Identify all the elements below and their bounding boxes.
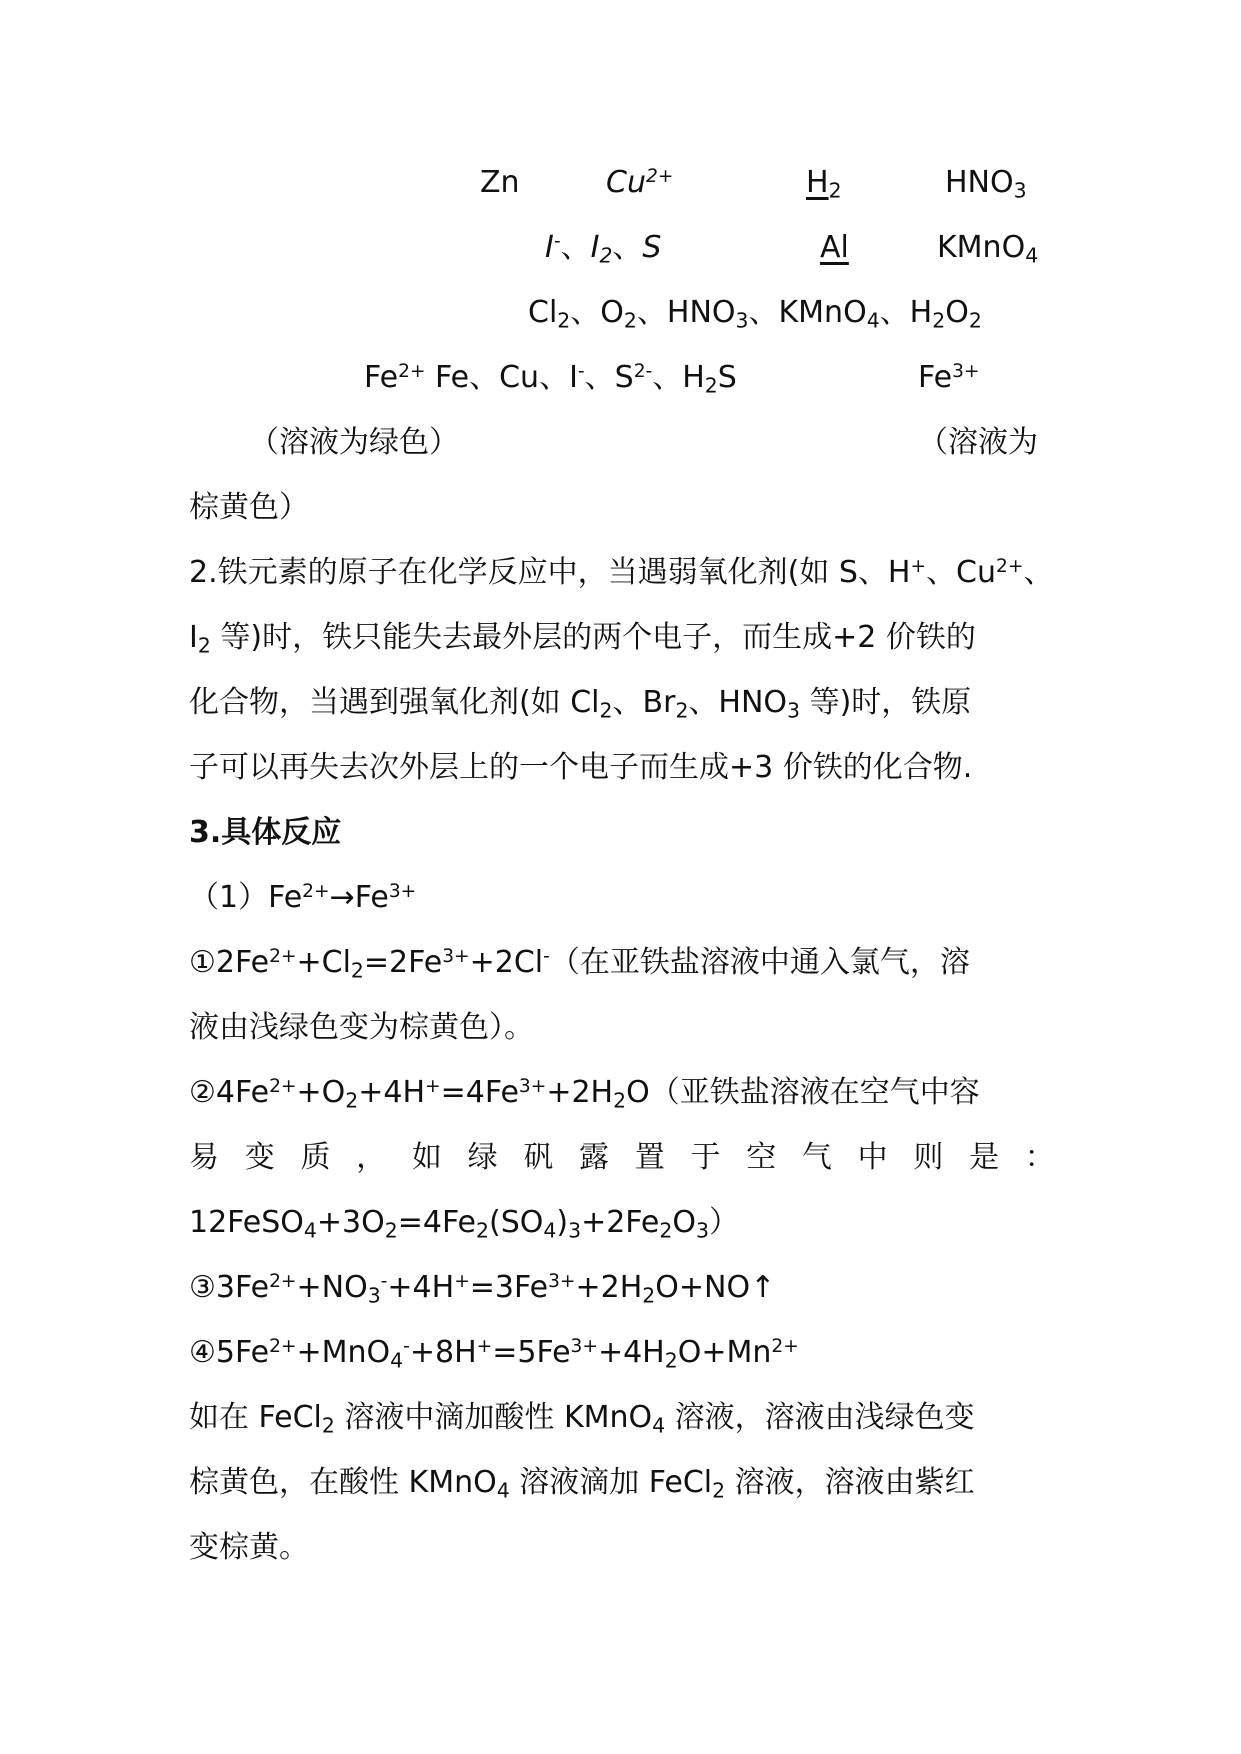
spread-char: ： xyxy=(1024,1140,1055,1175)
paragraph-line1: 如在 FeCl$_2$ 溶液中滴加酸性 KMnO$_4$ 溶液，溶液由浅绿色变 xyxy=(189,1400,975,1438)
paragraph-line2: 棕黄色，在酸性 KMnO$_4$ 溶液滴加 FeCl$_2$ 溶液，溶液由紫红 xyxy=(189,1465,975,1503)
spread-char: 易 xyxy=(189,1140,219,1175)
oxidizer-list: $Cl_2$、$O_2$、$HNO_3$、KMnO$_4$、$H_2O_2$ xyxy=(528,295,982,333)
spread-char: 是 xyxy=(969,1140,1000,1175)
reaction-3: $③3Fe^{2+}+NO_3^-+4H^+=3Fe^{3+}+2H_2O+NO↑$ xyxy=(189,1270,776,1308)
spread-char: ， xyxy=(356,1140,387,1175)
section3-title: 3.具体反应 xyxy=(189,815,342,850)
h2-label: $H_2$ xyxy=(806,165,842,203)
section2-line2: $I_2$ 等)时，铁只能失去最外层的两个电子，而生成+2 价铁的 xyxy=(189,620,976,658)
spread-char: 则 xyxy=(913,1140,944,1175)
reaction-1: $①2Fe^{2+}+Cl_2=2Fe^{3+}+2Cl^-$（在亚铁盐溶液中通入氯气，溶 xyxy=(189,945,970,983)
spread-char: 气 xyxy=(801,1140,832,1175)
spread-char: 绿 xyxy=(467,1140,498,1175)
subsection-1-title: $(1)Fe^{2+}\to Fe^{3+}$ xyxy=(189,880,417,915)
spread-char: 置 xyxy=(634,1140,665,1175)
cu2-label: $Cu^{2+}$ xyxy=(606,165,674,200)
spread-char: 露 xyxy=(579,1140,610,1175)
spread-char: 矾 xyxy=(523,1140,554,1175)
spread-char: 中 xyxy=(857,1140,888,1175)
spread-char: 空 xyxy=(746,1140,777,1175)
fe3-label: $Fe^{3+}$ xyxy=(918,360,980,395)
hno3-label: $HNO_3$ xyxy=(945,165,1027,203)
green-note: （溶液为绿色） xyxy=(249,425,459,460)
spread-char: 如 xyxy=(411,1140,442,1175)
reaction-4: $④5Fe^{2+}+MnO_4^-+8H^+=5Fe^{3+}+4H_2O+Mn^{2+}$ xyxy=(189,1335,799,1373)
fe2-reducer-row: $Fe^{2+}$ Fe、Cu、I-、$S^{2-}$、$H_2S$ xyxy=(364,360,737,398)
spread-char: 于 xyxy=(690,1140,721,1175)
paragraph-line3: 变棕黄。 xyxy=(189,1530,309,1565)
section2-line1: 2.铁元素的原子在化学反应中，当遇弱氧化剂(如 S、H+、$Cu^{2+}$、 xyxy=(189,555,1054,590)
zn-label: Zn xyxy=(480,165,520,200)
section2-line4: 子可以再失去次外层上的一个电子而生成+3 价铁的化合物. xyxy=(189,750,973,785)
spread-char: 质 xyxy=(300,1140,331,1175)
reaction-1-note: 液由浅绿色变为棕黄色）。 xyxy=(189,1010,534,1045)
al-label: Al xyxy=(820,230,849,265)
reaction-2-note xyxy=(189,1140,1055,1175)
yellow-note: （溶液为 xyxy=(918,425,1038,460)
reaction-2: $②4Fe^{2+}+O_2+4H^+=4Fe^{3+}+2H_2O$（亚铁盐溶液在空气中容 xyxy=(189,1075,980,1113)
kmno4-label: KMnO$_4$ xyxy=(937,230,1039,268)
reaction-2-equation: $12FeSO_4+3O_2=4Fe_2(SO_4)_3+2Fe_2O_3$） xyxy=(189,1205,739,1243)
spread-char: 变 xyxy=(244,1140,275,1175)
section2-line3: 化合物，当遇到强氧化剂(如 $Cl_2$、$Br_2$、$HNO_3$ 等)时，铁原 xyxy=(189,685,972,723)
i-s-label: I-、$I_2$、S xyxy=(545,230,662,268)
yellow-note-cont: 棕黄色） xyxy=(189,490,309,525)
